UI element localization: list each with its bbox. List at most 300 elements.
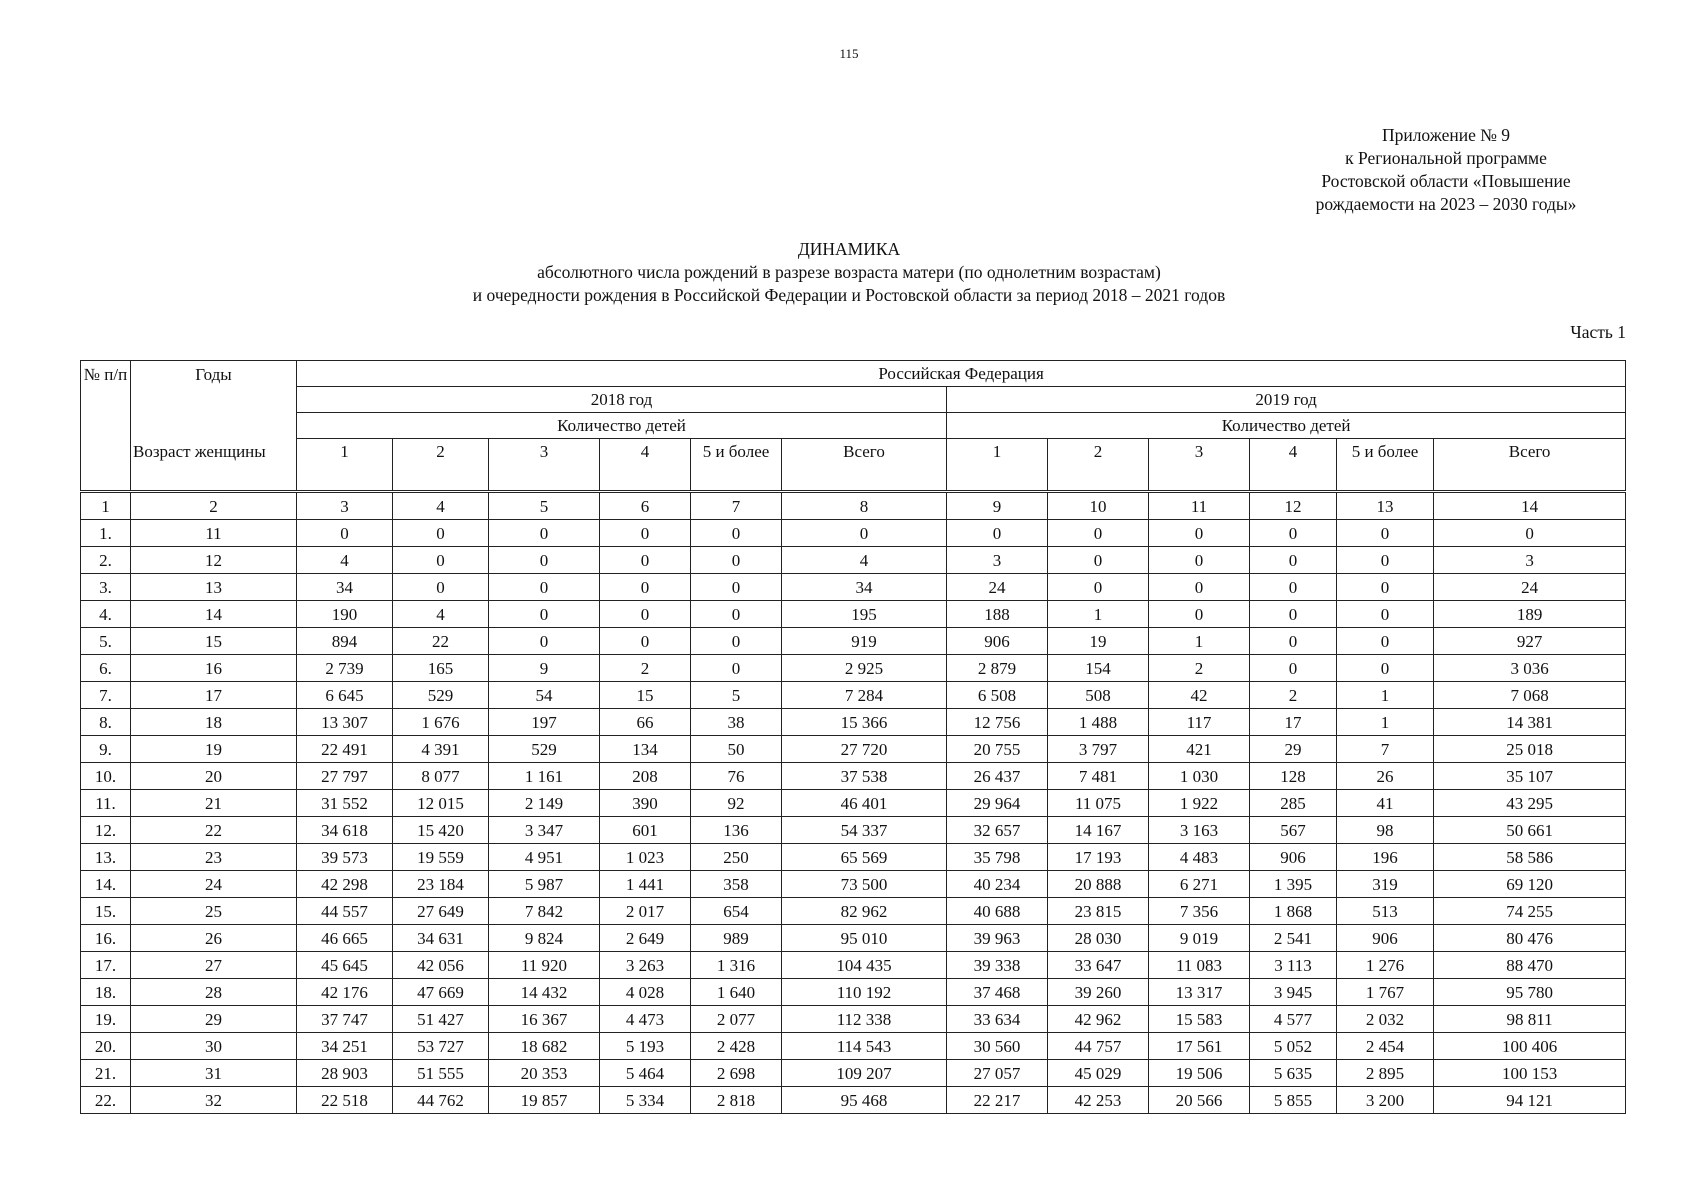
births-cell: 19 857 <box>489 1087 600 1114</box>
row-number-cell: 2. <box>81 547 131 574</box>
births-cell: 82 962 <box>782 898 947 925</box>
births-cell: 285 <box>1250 790 1337 817</box>
births-cell: 0 <box>1149 574 1250 601</box>
births-cell: 4 951 <box>489 844 600 871</box>
births-cell: 38 <box>691 709 782 736</box>
births-cell: 27 057 <box>947 1060 1048 1087</box>
row-number-cell: 7. <box>81 682 131 709</box>
births-cell: 33 647 <box>1048 952 1149 979</box>
table-row <box>81 925 1626 952</box>
births-cell: 2 739 <box>297 655 393 682</box>
births-cell: 20 755 <box>947 736 1048 763</box>
births-cell: 12 756 <box>947 709 1048 736</box>
births-cell: 1 640 <box>691 979 782 1006</box>
column-number-row <box>81 492 1626 520</box>
births-cell: 0 <box>1337 520 1434 547</box>
births-cell: 5 334 <box>600 1087 691 1114</box>
births-cell: 0 <box>1337 601 1434 628</box>
births-cell: 4 577 <box>1250 1006 1337 1033</box>
row-number-cell: 8. <box>81 709 131 736</box>
births-cell: 6 271 <box>1149 871 1250 898</box>
births-cell: 20 888 <box>1048 871 1149 898</box>
births-cell: 989 <box>691 925 782 952</box>
births-cell: 2 <box>1250 682 1337 709</box>
births-cell: 567 <box>1250 817 1337 844</box>
births-cell: 35 107 <box>1434 763 1626 790</box>
births-cell: 165 <box>393 655 489 682</box>
births-cell: 18 682 <box>489 1033 600 1060</box>
births-cell: 46 401 <box>782 790 947 817</box>
row-number-cell: 5. <box>81 628 131 655</box>
births-cell: 197 <box>489 709 600 736</box>
table-row <box>81 1033 1626 1060</box>
births-cell: 2 818 <box>691 1087 782 1114</box>
births-cell: 0 <box>1337 628 1434 655</box>
column-number-cell: 14 <box>1434 492 1626 520</box>
births-cell: 0 <box>600 628 691 655</box>
age-cell: 23 <box>131 844 297 871</box>
column-number-cell: 2 <box>131 492 297 520</box>
child-col-header: 4 <box>1250 439 1337 492</box>
part-label: Часть 1 <box>1570 322 1626 342</box>
births-cell: 69 120 <box>1434 871 1626 898</box>
births-cell: 25 018 <box>1434 736 1626 763</box>
column-number-cell: 9 <box>947 492 1048 520</box>
births-cell: 1 <box>1337 682 1434 709</box>
births-cell: 9 824 <box>489 925 600 952</box>
births-cell: 0 <box>1149 520 1250 547</box>
births-cell: 8 077 <box>393 763 489 790</box>
births-cell: 20 566 <box>1149 1087 1250 1114</box>
births-cell: 421 <box>1149 736 1250 763</box>
births-cell: 33 634 <box>947 1006 1048 1033</box>
births-cell: 529 <box>489 736 600 763</box>
births-cell: 0 <box>691 655 782 682</box>
row-number-cell: 16. <box>81 925 131 952</box>
births-cell: 110 192 <box>782 979 947 1006</box>
births-cell: 39 963 <box>947 925 1048 952</box>
births-cell: 100 153 <box>1434 1060 1626 1087</box>
births-cell: 919 <box>782 628 947 655</box>
column-number-cell: 13 <box>1337 492 1434 520</box>
table-row <box>81 628 1626 655</box>
births-cell: 11 920 <box>489 952 600 979</box>
births-cell: 37 468 <box>947 979 1048 1006</box>
births-cell: 1 <box>1337 709 1434 736</box>
births-cell: 112 338 <box>782 1006 947 1033</box>
title-subtitle: абсолютного числа рождений в разрезе возраста матери (по однолетним возрастам) <box>537 262 1161 282</box>
births-cell: 154 <box>1048 655 1149 682</box>
row-number-cell: 9. <box>81 736 131 763</box>
births-cell: 7 481 <box>1048 763 1149 790</box>
births-cell: 5 464 <box>600 1060 691 1087</box>
births-cell: 1 030 <box>1149 763 1250 790</box>
births-cell: 44 557 <box>297 898 393 925</box>
row-number-cell: 3. <box>81 574 131 601</box>
births-cell: 0 <box>1250 547 1337 574</box>
annex-line: к Региональной программе <box>1345 148 1547 168</box>
births-cell: 2 454 <box>1337 1033 1434 1060</box>
row-number-cell: 13. <box>81 844 131 871</box>
births-cell: 2 649 <box>600 925 691 952</box>
births-cell: 654 <box>691 898 782 925</box>
births-cell: 3 797 <box>1048 736 1149 763</box>
births-cell: 390 <box>600 790 691 817</box>
child-col-header: 1 <box>297 439 393 492</box>
births-cell: 2 879 <box>947 655 1048 682</box>
births-cell: 4 <box>297 547 393 574</box>
child-col-header: 2 <box>1048 439 1149 492</box>
births-cell: 2 077 <box>691 1006 782 1033</box>
births-cell: 42 962 <box>1048 1006 1149 1033</box>
births-cell: 2 895 <box>1337 1060 1434 1087</box>
births-cell: 0 <box>691 547 782 574</box>
births-cell: 0 <box>1048 547 1149 574</box>
births-cell: 4 473 <box>600 1006 691 1033</box>
births-cell: 2 <box>1149 655 1250 682</box>
births-cell: 927 <box>1434 628 1626 655</box>
table-row <box>81 844 1626 871</box>
age-cell: 27 <box>131 952 297 979</box>
births-cell: 5 987 <box>489 871 600 898</box>
age-cell: 15 <box>131 628 297 655</box>
births-cell: 136 <box>691 817 782 844</box>
births-cell: 34 <box>297 574 393 601</box>
births-cell: 9 <box>489 655 600 682</box>
births-cell: 208 <box>600 763 691 790</box>
births-cell: 9 019 <box>1149 925 1250 952</box>
births-cell: 128 <box>1250 763 1337 790</box>
births-cell: 1 316 <box>691 952 782 979</box>
births-cell: 37 747 <box>297 1006 393 1033</box>
table-row <box>81 1006 1626 1033</box>
table-row <box>81 655 1626 682</box>
births-cell: 1 488 <box>1048 709 1149 736</box>
children-count-header: Количество детей <box>297 413 947 439</box>
births-cell: 35 798 <box>947 844 1048 871</box>
table-row <box>81 682 1626 709</box>
table-row <box>81 952 1626 979</box>
column-number-cell: 10 <box>1048 492 1149 520</box>
births-cell: 1 767 <box>1337 979 1434 1006</box>
age-cell: 12 <box>131 547 297 574</box>
table-row <box>81 817 1626 844</box>
child-col-header: Всего <box>782 439 947 492</box>
births-cell: 2 541 <box>1250 925 1337 952</box>
births-cell: 0 <box>1434 520 1626 547</box>
births-cell: 26 <box>1337 763 1434 790</box>
births-cell: 24 <box>947 574 1048 601</box>
age-cell: 28 <box>131 979 297 1006</box>
births-cell: 1 922 <box>1149 790 1250 817</box>
births-cell: 3 200 <box>1337 1087 1434 1114</box>
row-number-cell: 11. <box>81 790 131 817</box>
births-cell: 39 573 <box>297 844 393 871</box>
births-cell: 34 631 <box>393 925 489 952</box>
births-cell: 4 483 <box>1149 844 1250 871</box>
births-table <box>80 360 1626 1114</box>
births-cell: 250 <box>691 844 782 871</box>
table-row <box>81 898 1626 925</box>
births-cell: 94 121 <box>1434 1087 1626 1114</box>
column-number-cell: 3 <box>297 492 393 520</box>
births-cell: 34 251 <box>297 1033 393 1060</box>
births-cell: 0 <box>1048 574 1149 601</box>
age-cell: 26 <box>131 925 297 952</box>
births-cell: 22 518 <box>297 1087 393 1114</box>
title-main: ДИНАМИКА <box>797 239 901 259</box>
table-row <box>81 709 1626 736</box>
births-cell: 0 <box>1250 574 1337 601</box>
births-cell: 19 559 <box>393 844 489 871</box>
births-cell: 15 366 <box>782 709 947 736</box>
births-cell: 4 <box>393 601 489 628</box>
births-cell: 7 356 <box>1149 898 1250 925</box>
births-cell: 906 <box>947 628 1048 655</box>
births-cell: 1 868 <box>1250 898 1337 925</box>
births-cell: 5 855 <box>1250 1087 1337 1114</box>
births-cell: 5 635 <box>1250 1060 1337 1087</box>
births-cell: 513 <box>1337 898 1434 925</box>
births-cell: 27 720 <box>782 736 947 763</box>
births-cell: 65 569 <box>782 844 947 871</box>
age-cell: 31 <box>131 1060 297 1087</box>
row-number-cell: 21. <box>81 1060 131 1087</box>
births-cell: 7 842 <box>489 898 600 925</box>
births-cell: 906 <box>1337 925 1434 952</box>
births-cell: 0 <box>297 520 393 547</box>
age-cell: 29 <box>131 1006 297 1033</box>
births-cell: 44 757 <box>1048 1033 1149 1060</box>
births-cell: 50 661 <box>1434 817 1626 844</box>
births-cell: 42 298 <box>297 871 393 898</box>
births-cell: 58 586 <box>1434 844 1626 871</box>
births-cell: 42 <box>1149 682 1250 709</box>
age-cell: 13 <box>131 574 297 601</box>
child-col-header: 5 и более <box>691 439 782 492</box>
births-cell: 66 <box>600 709 691 736</box>
births-cell: 45 029 <box>1048 1060 1149 1087</box>
column-header-age: Возраст женщины <box>131 439 297 492</box>
births-cell: 40 234 <box>947 871 1048 898</box>
row-number-cell: 10. <box>81 763 131 790</box>
births-cell: 11 075 <box>1048 790 1149 817</box>
births-cell: 51 555 <box>393 1060 489 1087</box>
births-cell: 0 <box>1149 601 1250 628</box>
births-cell: 92 <box>691 790 782 817</box>
births-cell: 76 <box>691 763 782 790</box>
births-cell: 4 028 <box>600 979 691 1006</box>
births-cell: 34 <box>782 574 947 601</box>
births-cell: 39 260 <box>1048 979 1149 1006</box>
births-cell: 19 506 <box>1149 1060 1250 1087</box>
births-cell: 13 317 <box>1149 979 1250 1006</box>
births-cell: 6 645 <box>297 682 393 709</box>
row-number-cell: 14. <box>81 871 131 898</box>
births-cell: 117 <box>1149 709 1250 736</box>
births-cell: 17 <box>1250 709 1337 736</box>
column-header-number: № п/п <box>81 361 131 492</box>
births-cell: 20 353 <box>489 1060 600 1087</box>
births-cell: 95 780 <box>1434 979 1626 1006</box>
table-row <box>81 790 1626 817</box>
births-cell: 2 428 <box>691 1033 782 1060</box>
births-cell: 0 <box>489 601 600 628</box>
births-cell: 6 508 <box>947 682 1048 709</box>
births-cell: 0 <box>691 601 782 628</box>
table-row <box>81 601 1626 628</box>
births-cell: 0 <box>600 574 691 601</box>
births-cell: 23 184 <box>393 871 489 898</box>
births-cell: 12 015 <box>393 790 489 817</box>
births-cell: 529 <box>393 682 489 709</box>
births-cell: 53 727 <box>393 1033 489 1060</box>
table-row <box>81 736 1626 763</box>
table-row <box>81 547 1626 574</box>
births-cell: 73 500 <box>782 871 947 898</box>
births-cell: 1 395 <box>1250 871 1337 898</box>
births-cell: 3 <box>947 547 1048 574</box>
births-cell: 0 <box>489 547 600 574</box>
annex-line: Ростовской области «Повышение <box>1321 171 1571 191</box>
births-cell: 51 427 <box>393 1006 489 1033</box>
births-cell: 11 083 <box>1149 952 1250 979</box>
births-cell: 0 <box>1048 520 1149 547</box>
table-row <box>81 763 1626 790</box>
row-number-cell: 18. <box>81 979 131 1006</box>
births-cell: 7 284 <box>782 682 947 709</box>
births-cell: 0 <box>600 601 691 628</box>
page-number: 115 <box>839 46 859 61</box>
births-cell: 1 676 <box>393 709 489 736</box>
births-cell: 2 925 <box>782 655 947 682</box>
births-cell: 0 <box>393 574 489 601</box>
births-cell: 30 560 <box>947 1033 1048 1060</box>
row-number-cell: 12. <box>81 817 131 844</box>
births-cell: 0 <box>600 547 691 574</box>
births-cell: 0 <box>782 520 947 547</box>
births-cell: 0 <box>393 520 489 547</box>
births-cell: 104 435 <box>782 952 947 979</box>
births-cell: 2 <box>600 655 691 682</box>
births-cell: 2 032 <box>1337 1006 1434 1033</box>
births-cell: 0 <box>691 574 782 601</box>
births-cell: 188 <box>947 601 1048 628</box>
births-cell: 14 432 <box>489 979 600 1006</box>
births-cell: 0 <box>489 628 600 655</box>
table-row <box>81 1060 1626 1087</box>
age-cell: 21 <box>131 790 297 817</box>
births-cell: 44 762 <box>393 1087 489 1114</box>
births-cell: 3 113 <box>1250 952 1337 979</box>
age-cell: 18 <box>131 709 297 736</box>
births-cell: 13 307 <box>297 709 393 736</box>
births-cell: 1 161 <box>489 763 600 790</box>
births-cell: 42 056 <box>393 952 489 979</box>
births-cell: 0 <box>1250 601 1337 628</box>
births-cell: 3 <box>1434 547 1626 574</box>
births-cell: 0 <box>1337 655 1434 682</box>
births-cell: 0 <box>1250 628 1337 655</box>
births-cell: 40 688 <box>947 898 1048 925</box>
births-cell: 7 <box>1337 736 1434 763</box>
births-cell: 88 470 <box>1434 952 1626 979</box>
births-cell: 1 276 <box>1337 952 1434 979</box>
births-cell: 0 <box>1149 547 1250 574</box>
births-cell: 3 347 <box>489 817 600 844</box>
row-number-cell: 19. <box>81 1006 131 1033</box>
births-cell: 45 645 <box>297 952 393 979</box>
births-cell: 26 437 <box>947 763 1048 790</box>
column-number-cell: 7 <box>691 492 782 520</box>
births-cell: 3 036 <box>1434 655 1626 682</box>
births-cell: 196 <box>1337 844 1434 871</box>
births-cell: 27 797 <box>297 763 393 790</box>
column-number-cell: 5 <box>489 492 600 520</box>
column-number-cell: 6 <box>600 492 691 520</box>
age-cell: 17 <box>131 682 297 709</box>
births-cell: 17 561 <box>1149 1033 1250 1060</box>
births-cell: 906 <box>1250 844 1337 871</box>
births-cell: 29 <box>1250 736 1337 763</box>
births-cell: 3 163 <box>1149 817 1250 844</box>
births-cell: 4 391 <box>393 736 489 763</box>
age-cell: 25 <box>131 898 297 925</box>
births-cell: 22 <box>393 628 489 655</box>
births-cell: 74 255 <box>1434 898 1626 925</box>
row-number-cell: 15. <box>81 898 131 925</box>
births-cell: 50 <box>691 736 782 763</box>
year-header-2018: 2018 год <box>297 387 947 413</box>
births-cell: 29 964 <box>947 790 1048 817</box>
table-row <box>81 1087 1626 1114</box>
births-cell: 1 <box>1149 628 1250 655</box>
births-cell: 0 <box>691 520 782 547</box>
births-cell: 0 <box>600 520 691 547</box>
annex-block <box>1276 124 1616 216</box>
births-cell: 189 <box>1434 601 1626 628</box>
births-cell: 0 <box>1250 655 1337 682</box>
births-cell: 5 <box>691 682 782 709</box>
row-number-cell: 20. <box>81 1033 131 1060</box>
births-cell: 3 263 <box>600 952 691 979</box>
births-cell: 1 441 <box>600 871 691 898</box>
child-col-header: 3 <box>489 439 600 492</box>
annex-line: рождаемости на 2023 – 2030 годы» <box>1315 194 1577 214</box>
child-col-header: Всего <box>1434 439 1626 492</box>
births-cell: 32 657 <box>947 817 1048 844</box>
age-cell: 30 <box>131 1033 297 1060</box>
births-cell: 14 167 <box>1048 817 1149 844</box>
births-cell: 14 381 <box>1434 709 1626 736</box>
births-cell: 95 010 <box>782 925 947 952</box>
births-cell: 0 <box>947 520 1048 547</box>
age-cell: 16 <box>131 655 297 682</box>
births-cell: 24 <box>1434 574 1626 601</box>
table-row <box>81 979 1626 1006</box>
births-cell: 42 253 <box>1048 1087 1149 1114</box>
births-cell: 31 552 <box>297 790 393 817</box>
births-cell: 47 669 <box>393 979 489 1006</box>
child-col-header: 5 и более <box>1337 439 1434 492</box>
births-cell: 190 <box>297 601 393 628</box>
births-cell: 0 <box>691 628 782 655</box>
births-cell: 894 <box>297 628 393 655</box>
births-cell: 15 583 <box>1149 1006 1250 1033</box>
annex-line: Приложение № 9 <box>1381 125 1511 145</box>
table-row <box>81 871 1626 898</box>
age-cell: 22 <box>131 817 297 844</box>
